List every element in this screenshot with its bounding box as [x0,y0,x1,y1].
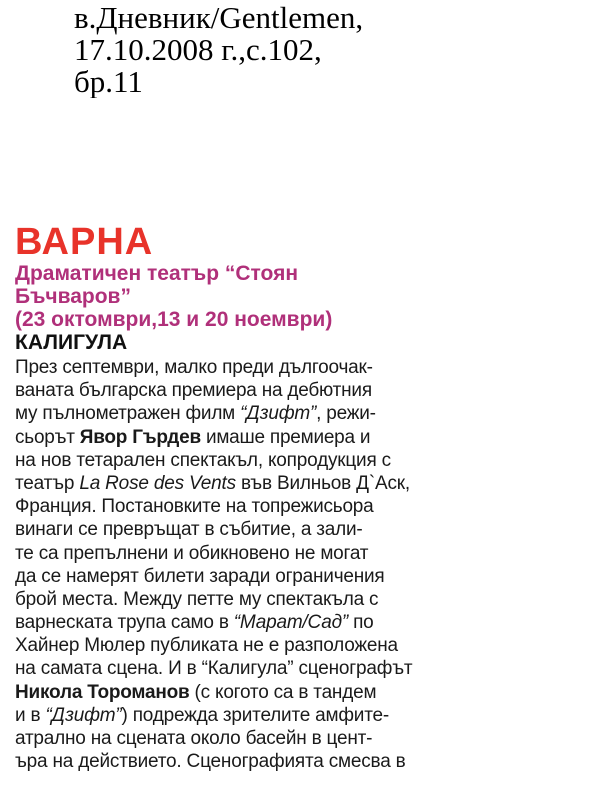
source-citation [74,2,600,98]
body-line: те са препълнени и обикновено не могат [15,542,369,564]
director-name: Явор Гърдев [79,426,201,448]
body-line [15,426,593,449]
citation-line: 17.10.2008 г.,с.102, [74,32,322,67]
body-line: винаги се превръщат в събитие, а зали- [15,519,363,541]
text-run: във Вилньов Д`Аск, [235,472,410,494]
performance-dates: (23 октомври,13 и 20 ноември) [15,308,333,331]
body-line: ъра на действието. Сценографията смесва в [15,751,406,773]
body-line: Хайнер Мюлер публиката не е разположена [15,635,398,657]
designer-name: Никола Тороманов [15,681,190,703]
article [15,222,593,773]
text-run: , режи- [316,403,376,425]
body-line [15,611,593,634]
text-run: ) подрежда зрителите амфите- [121,704,389,726]
text-run: (с когото са в тандем [189,681,377,703]
text-run: театър [15,472,80,494]
text-run: сьорът [15,426,80,448]
body-line: ваната българска премиера на дебютния [15,380,372,402]
film-title: “Дзифт” [45,704,122,726]
body-line: брой места. Между петте му спектакъла с [15,588,379,610]
body-line: на самата сцена. И в “Калигула” сценографът [15,658,413,680]
article-body [15,356,593,773]
theatre-name: La Rose des Vents [79,472,236,494]
body-line: атрално на сцената около басейн в цент- [15,728,373,749]
body-line: През септември, малко преди дългоочак- [15,357,373,378]
venue-line: Бъчваров” [15,285,131,308]
venue-line: Драматичен театър “Стоян [15,262,299,285]
body-line: на нов тетарален спектакъл, копродукция с [15,449,391,471]
citation-line: бр.11 [74,64,143,98]
city-heading: ВАРНА [15,221,154,263]
body-line [15,472,593,495]
text-run: му пълнометражен филм [15,403,241,425]
body-line [15,704,593,727]
text-run: варнеската трупа само в [15,612,234,634]
body-line [15,681,593,704]
text-run: имаше премиера и [200,426,371,448]
citation-line: в.Дневник/Gentlemen, [74,2,364,35]
body-line [15,402,593,425]
film-title: “Дзифт” [240,403,317,425]
text-run: и в [15,704,46,726]
text-run: по [348,612,374,634]
play-reference: “Марат/Сад” [233,612,348,634]
body-line: да се намерят билети заради ограничения [15,565,385,587]
body-line: Франция. Постановките на топрежисьора [15,496,374,518]
play-title: КАЛИГУЛА [15,331,128,354]
